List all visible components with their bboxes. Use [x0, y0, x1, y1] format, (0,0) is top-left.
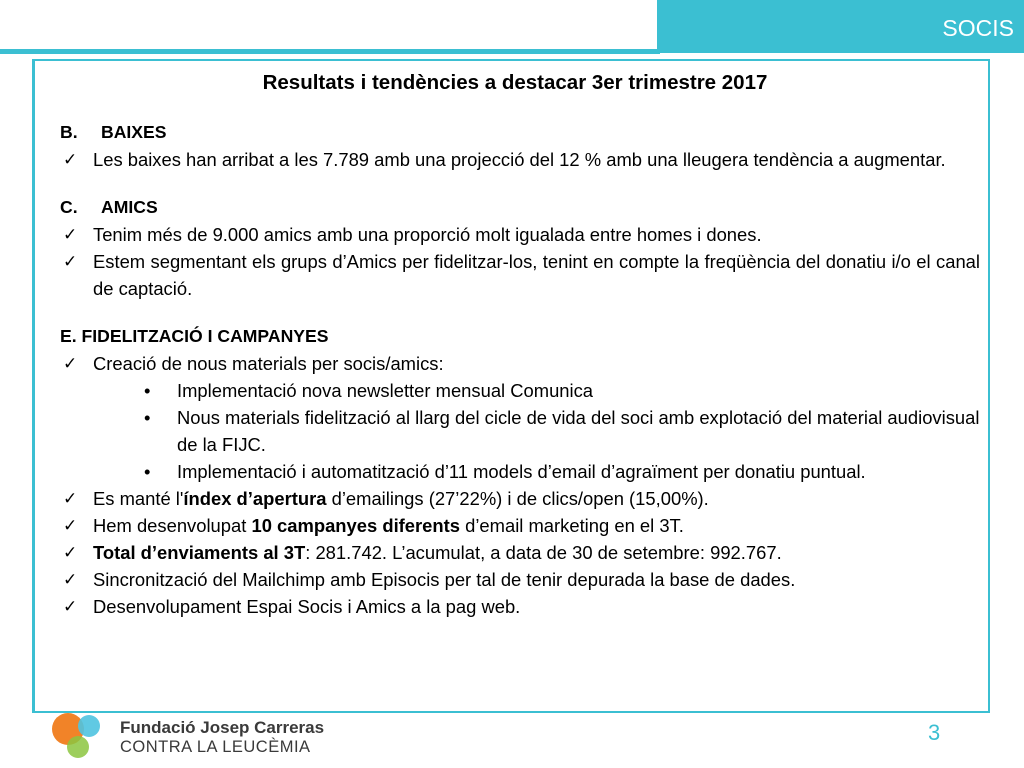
- section-c-label: AMICS: [101, 197, 158, 217]
- bullet-dot: •: [144, 380, 151, 401]
- list-item: ✓ Sincronització del Mailchimp amb Episocis per tal de tenir depurada la base de dades.: [60, 566, 980, 593]
- section-tab: SOCIS: [657, 0, 1024, 53]
- checkmark-icon: ✓: [63, 543, 78, 562]
- section-b-label: BAIXES: [101, 122, 167, 142]
- checkmark-icon: ✓: [63, 570, 78, 589]
- section-c-letter: C.: [60, 197, 78, 217]
- section-b-letter: B.: [60, 122, 78, 142]
- logo-tagline: CONTRA LA LEUCÈMIA: [120, 738, 311, 756]
- sub-list-item: • Implementació nova newsletter mensual Comunica: [60, 377, 980, 404]
- slide-title: Resultats i tendències a destacar 3er trimestre 2017: [262, 71, 768, 94]
- list-item: ✓ Tenim més de 9.000 amics amb una proporció molt igualada entre homes i dones.: [60, 221, 980, 248]
- list-item: ✓ Total d’enviaments al 3T: 281.742. L’acumulat, a data de 30 de setembre: 992.767.: [60, 539, 980, 566]
- sub-list-item: • Nous materials fidelització al llarg del cicle de vida del soci amb explotació del material audiovisual de la FIJC.: [60, 404, 980, 458]
- fundacio-logo-icon: [48, 711, 108, 761]
- checkmark-icon: ✓: [63, 225, 78, 244]
- bullet-dot: •: [144, 461, 151, 482]
- checkmark-icon: ✓: [63, 516, 78, 535]
- list-item: ✓ Hem desenvolupat 10 campanyes diferents d’email marketing en el 3T.: [60, 512, 980, 539]
- list-item: ✓ Les baixes han arribat a les 7.789 amb una projecció del 12 % amb una lleugera tendència a augmentar.: [60, 146, 980, 173]
- checkmark-icon: ✓: [63, 150, 78, 169]
- list-item: ✓ Estem segmentant els grups d’Amics per fidelitzar-los, tenint en compte la freqüència del donatiu i/o el canal de captació.: [60, 248, 980, 302]
- checkmark-icon: ✓: [63, 597, 78, 616]
- page-number: 3: [928, 720, 941, 745]
- checkmark-icon: ✓: [63, 489, 78, 508]
- header-accent-line: [0, 49, 660, 54]
- sub-list-item: • Implementació i automatització d’11 models d’email d’agraïment per donatiu puntual.: [60, 458, 980, 485]
- checkmark-icon: ✓: [63, 252, 78, 271]
- section-b-heading: [60, 119, 980, 146]
- checkmark-icon: ✓: [63, 354, 78, 373]
- bullet-dot: •: [144, 407, 151, 428]
- section-e-heading: E. FIDELITZACIÓ I CAMPANYES: [60, 326, 329, 346]
- logo-name: Fundació Josep Carreras: [120, 718, 325, 737]
- list-item: ✓ Desenvolupament Espai Socis i Amics a la pag web.: [60, 593, 980, 620]
- section-c-heading: [60, 194, 980, 221]
- list-item: ✓ Creació de nous materials per socis/amics:: [60, 350, 980, 377]
- slide-content: [60, 68, 980, 620]
- list-item: ✓ Es manté l'índex d’apertura d’emailings (27’22%) i de clics/open (15,00%).: [60, 485, 980, 512]
